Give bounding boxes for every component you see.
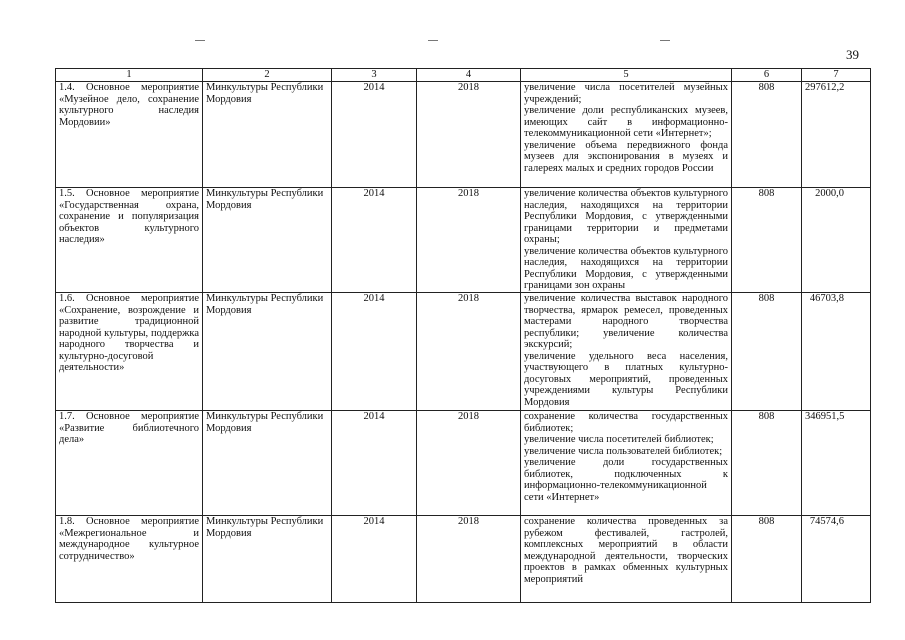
executor-cell: Минкультуры Республики Мордовия <box>203 293 332 411</box>
column-header: 7 <box>802 69 871 82</box>
column-header: 3 <box>332 69 417 82</box>
end-year-cell: 2018 <box>417 411 521 516</box>
activity-cell: 1.6. Основное мероприятие «Сохранение, возрождение и развитие традиционной народной культуры, поддержка народного творчества и культурно-досуговой деятельности» <box>56 293 203 411</box>
indicators-cell <box>521 82 732 188</box>
header-row <box>56 69 871 82</box>
scan-mark <box>195 40 205 41</box>
column-header: 5 <box>521 69 732 82</box>
executor-cell: Минкультуры Республики Мордовия <box>203 516 332 603</box>
amount-cell: 297612,2 <box>802 82 871 188</box>
start-year-cell: 2014 <box>332 411 417 516</box>
indicator-line: увеличение числа посетителей библиотек; <box>524 434 714 445</box>
amount-cell: 346951,5 <box>802 411 871 516</box>
end-year-cell: 2018 <box>417 188 521 293</box>
executor-cell: Минкультуры Республики Мордовия <box>203 188 332 293</box>
table-row <box>56 516 871 603</box>
column-header: 4 <box>417 69 521 82</box>
indicators-cell <box>521 516 732 603</box>
end-year-cell: 2018 <box>417 82 521 188</box>
indicator-line: сохранение количества проведенных за рубежом фестивалей, гастролей, комплексных мероприятий в области международной деятельности, творческих проектов в рамках обменных культурных мероприятий <box>524 516 728 585</box>
start-year-cell: 2014 <box>332 293 417 411</box>
table-row <box>56 188 871 293</box>
start-year-cell: 2014 <box>332 82 417 188</box>
scan-mark <box>428 40 438 41</box>
amount-cell: 46703,8 <box>802 293 871 411</box>
column-header: 6 <box>732 69 802 82</box>
code-cell: 808 <box>732 516 802 603</box>
executor-cell: Минкультуры Республики Мордовия <box>203 411 332 516</box>
scan-marks <box>0 40 905 46</box>
code-cell: 808 <box>732 82 802 188</box>
indicators-cell <box>521 293 732 411</box>
indicator-line: увеличение количества выставок народного творчества, ярмарок ремесел, проведенных мастерами народного творчества республики; увеличение количества экскурсий; <box>524 293 728 350</box>
activity-cell: 1.7. Основное мероприятие «Развитие библиотечного дела» <box>56 411 203 516</box>
start-year-cell: 2014 <box>332 188 417 293</box>
table-row <box>56 411 871 516</box>
column-header: 2 <box>203 69 332 82</box>
table-row <box>56 82 871 188</box>
indicator-line: увеличение количества объектов культурного наследия, находящихся на территории Республики Мордовия, с утвержденными границами территории и предметами охраны; <box>524 188 728 245</box>
activity-cell: 1.5. Основное мероприятие «Государственная охрана, сохранение и популяризация объектов культурного наследия» <box>56 188 203 293</box>
page-number: 39 <box>846 47 859 62</box>
activity-cell: 1.4. Основное мероприятие «Музейное дело, сохранение культурного наследия Мордовии» <box>56 82 203 188</box>
amount-cell: 2000,0 <box>802 188 871 293</box>
indicator-line: увеличение количества объектов культурного наследия, находящихся на территории Республики Мордовия, с утвержденными границами зон охраны <box>524 245 728 291</box>
indicators-cell <box>521 411 732 516</box>
indicator-line: увеличение доли государственных библиотек, подключенных к информационно-телекоммуникационной сети «Интернет» <box>524 457 728 503</box>
program-activities-table <box>55 68 871 603</box>
code-cell: 808 <box>732 188 802 293</box>
end-year-cell: 2018 <box>417 293 521 411</box>
amount-cell: 74574,6 <box>802 516 871 603</box>
executor-cell: Минкультуры Республики Мордовия <box>203 82 332 188</box>
code-cell: 808 <box>732 411 802 516</box>
indicators-cell <box>521 188 732 293</box>
start-year-cell: 2014 <box>332 516 417 603</box>
indicator-line: сохранение количества государственных библиотек; <box>524 411 728 434</box>
column-header: 1 <box>56 69 203 82</box>
activity-cell: 1.8. Основное мероприятие «Межрегиональное и международное культурное сотрудничество» <box>56 516 203 603</box>
indicator-line: увеличение числа пользователей библиотек; <box>524 445 723 457</box>
indicator-line: увеличение числа посетителей музейных учреждений; <box>524 82 728 105</box>
table-row <box>56 293 871 411</box>
end-year-cell: 2018 <box>417 516 521 603</box>
scan-mark <box>660 40 670 41</box>
indicator-line: увеличение удельного веса населения, участвующего в платных культурно-досуговых мероприятий, проведенных учреждениями культуры Республики Мордовия <box>524 350 728 408</box>
indicator-line: увеличение объема передвижного фонда музеев для экспонирования в музеях и галереях малых и средних городов России <box>524 139 728 174</box>
code-cell: 808 <box>732 293 802 411</box>
indicator-line: увеличение доли республиканских музеев, имеющих сайт в информационно-телекоммуникационной сети «Интернет»; <box>524 105 728 139</box>
